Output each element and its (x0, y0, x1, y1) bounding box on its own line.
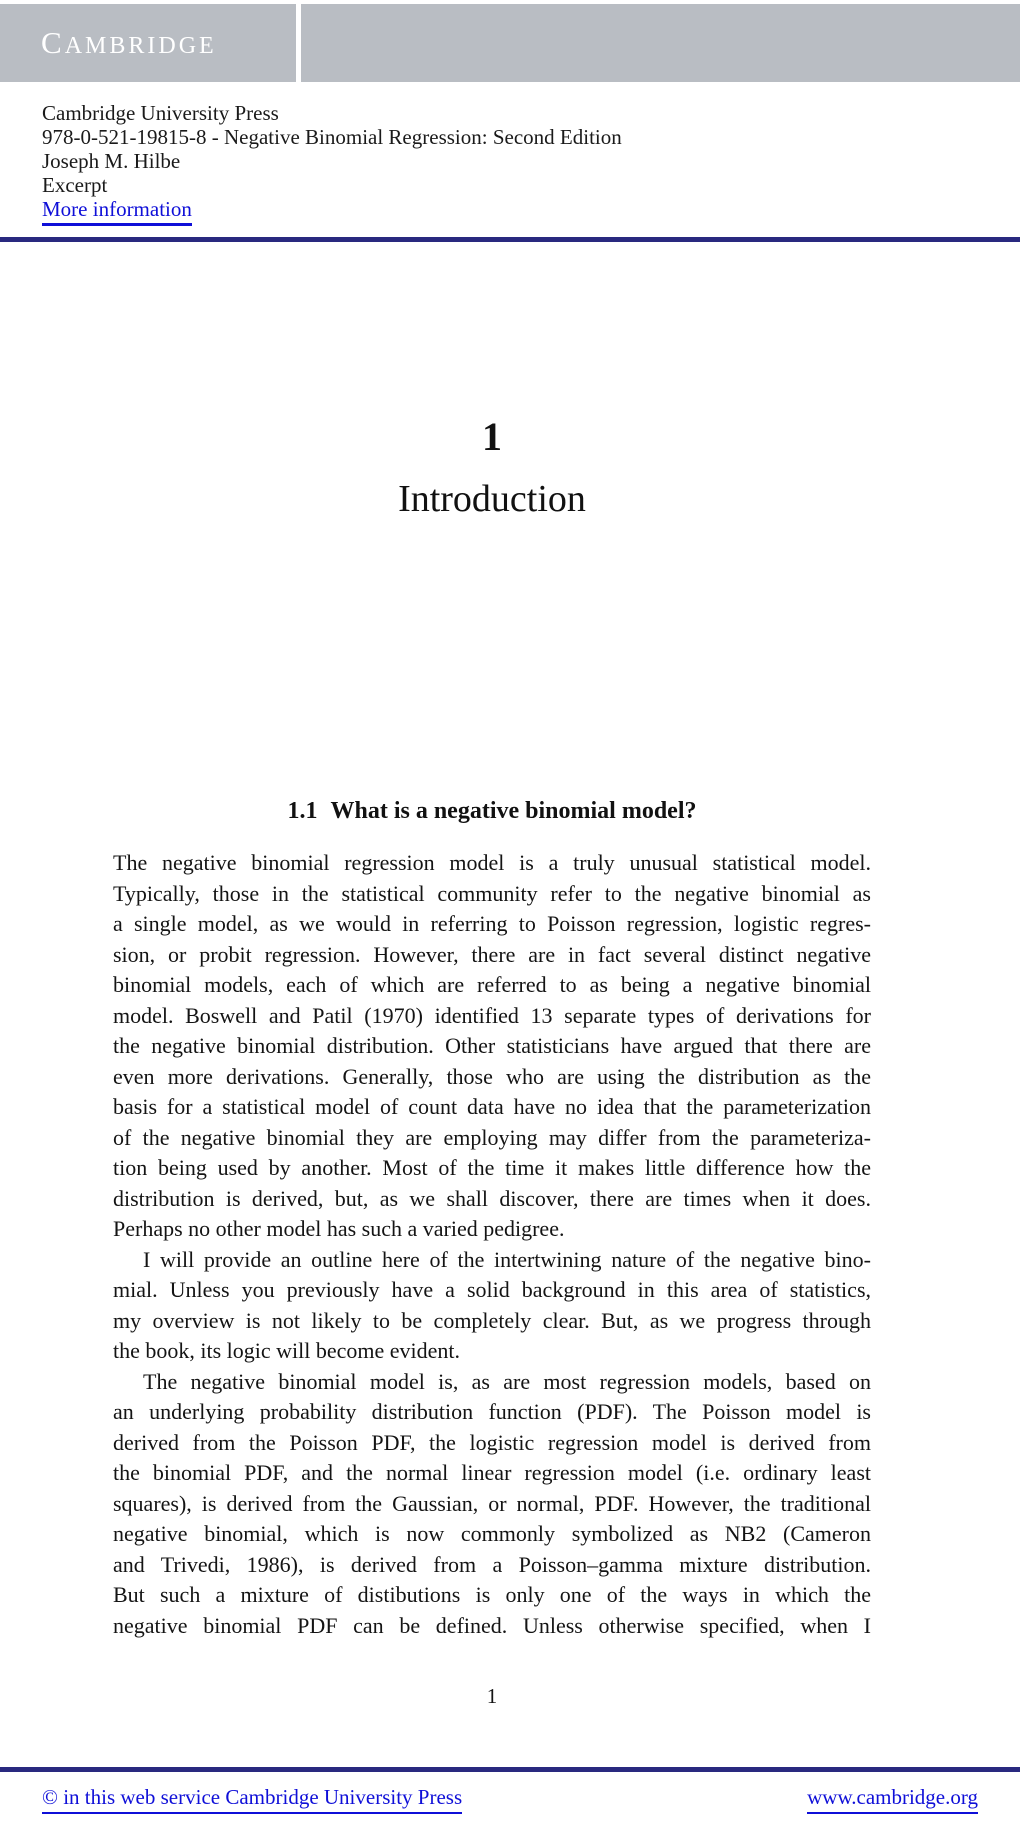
chapter-title: Introduction (398, 478, 586, 520)
text-line: distribution is derived, but, as we shall discover, there are times when it does. (113, 1185, 871, 1211)
text-line: my overview is not likely to be completely clear. But, as we progress through (113, 1307, 871, 1333)
text-line: the binomial PDF, and the normal linear regression model (i.e. ordinary least (113, 1460, 871, 1485)
excerpt-label: Excerpt (42, 173, 108, 197)
footer (42, 1785, 978, 1814)
text-line: derived from the Poisson PDF, the logistic regression model is derived from (113, 1429, 871, 1455)
text-line: the negative binomial distribution. Other statisticians have argued that there are (113, 1033, 871, 1058)
text-line: squares), is derived from the Gaussian, or normal, PDF. However, the traditional (113, 1490, 871, 1516)
more-information-link[interactable]: More information (42, 197, 192, 226)
text-line: binomial models, each of which are referred to as being a negative binomial (113, 972, 871, 997)
section-title: What is a negative binomial model? (330, 798, 697, 824)
text-line: the book, its logic will become evident. (113, 1338, 461, 1363)
chapter-number: 1 (482, 414, 502, 459)
text-line: and Trivedi, 1986), is derived from a Poisson–gamma mixture distribution. (113, 1551, 871, 1577)
text-line: even more derivations. Generally, those who are using the distribution as the (113, 1063, 871, 1089)
text-line: negative binomial, which is now commonly symbolized as NB2 (Cameron (113, 1521, 871, 1546)
text-column (113, 0, 871, 1848)
text-line: mial. Unless you previously have a solid background in this area of statistics, (113, 1277, 871, 1302)
website-link[interactable]: www.cambridge.org (807, 1785, 978, 1814)
text-line: basis for a statistical model of count data have no idea that the parameterization (113, 1094, 871, 1119)
text-line: of the negative binomial they are employing may differ from the parameteriza- (113, 1124, 871, 1150)
section-number: 1.1 (287, 798, 318, 824)
text-line: Typically, those in the statistical community refer to the negative binomial as (113, 880, 871, 906)
author-name: Joseph M. Hilbe (42, 149, 181, 173)
text-line: a single model, as we would in referring to Poisson regression, logistic regres- (113, 911, 871, 936)
page-number: 1 (486, 1684, 498, 1708)
text-line: negative binomial PDF can be defined. Unless otherwise specified, when I (113, 1612, 871, 1638)
publisher-name: Cambridge University Press (42, 101, 279, 125)
bottom-rule (0, 1767, 1020, 1772)
copyright-link[interactable]: © in this web service Cambridge University Press (42, 1785, 462, 1814)
text-line: But such a mixture of distibutions is only one of the ways in which the (113, 1582, 871, 1607)
text-line: The negative binomial regression model is a truly unusual statistical model. (113, 850, 871, 875)
body-text (113, 848, 871, 1641)
isbn-title: 978-0-521-19815-8 - Negative Binomial Regression: Second Edition (42, 125, 622, 149)
text-line: tion being used by another. Most of the time it makes little difference how the (113, 1155, 871, 1180)
text-line: an underlying probability distribution function (PDF). The Poisson model is (113, 1399, 871, 1424)
text-line: Perhaps no other model has such a varied pedigree. (113, 1216, 565, 1241)
text-line: I will provide an outline here of the intertwining nature of the negative bino- (143, 1246, 871, 1272)
text-line: The negative binomial model is, as are most regression models, based on (143, 1368, 871, 1394)
cambridge-logo: CAMBRIDGE (41, 25, 217, 60)
text-line: model. Boswell and Patil (1970) identified 13 separate types of derivations for (113, 1002, 871, 1028)
text-line: sion, or probit regression. However, there are in fact several distinct negative (113, 941, 871, 967)
section-heading (113, 797, 871, 825)
